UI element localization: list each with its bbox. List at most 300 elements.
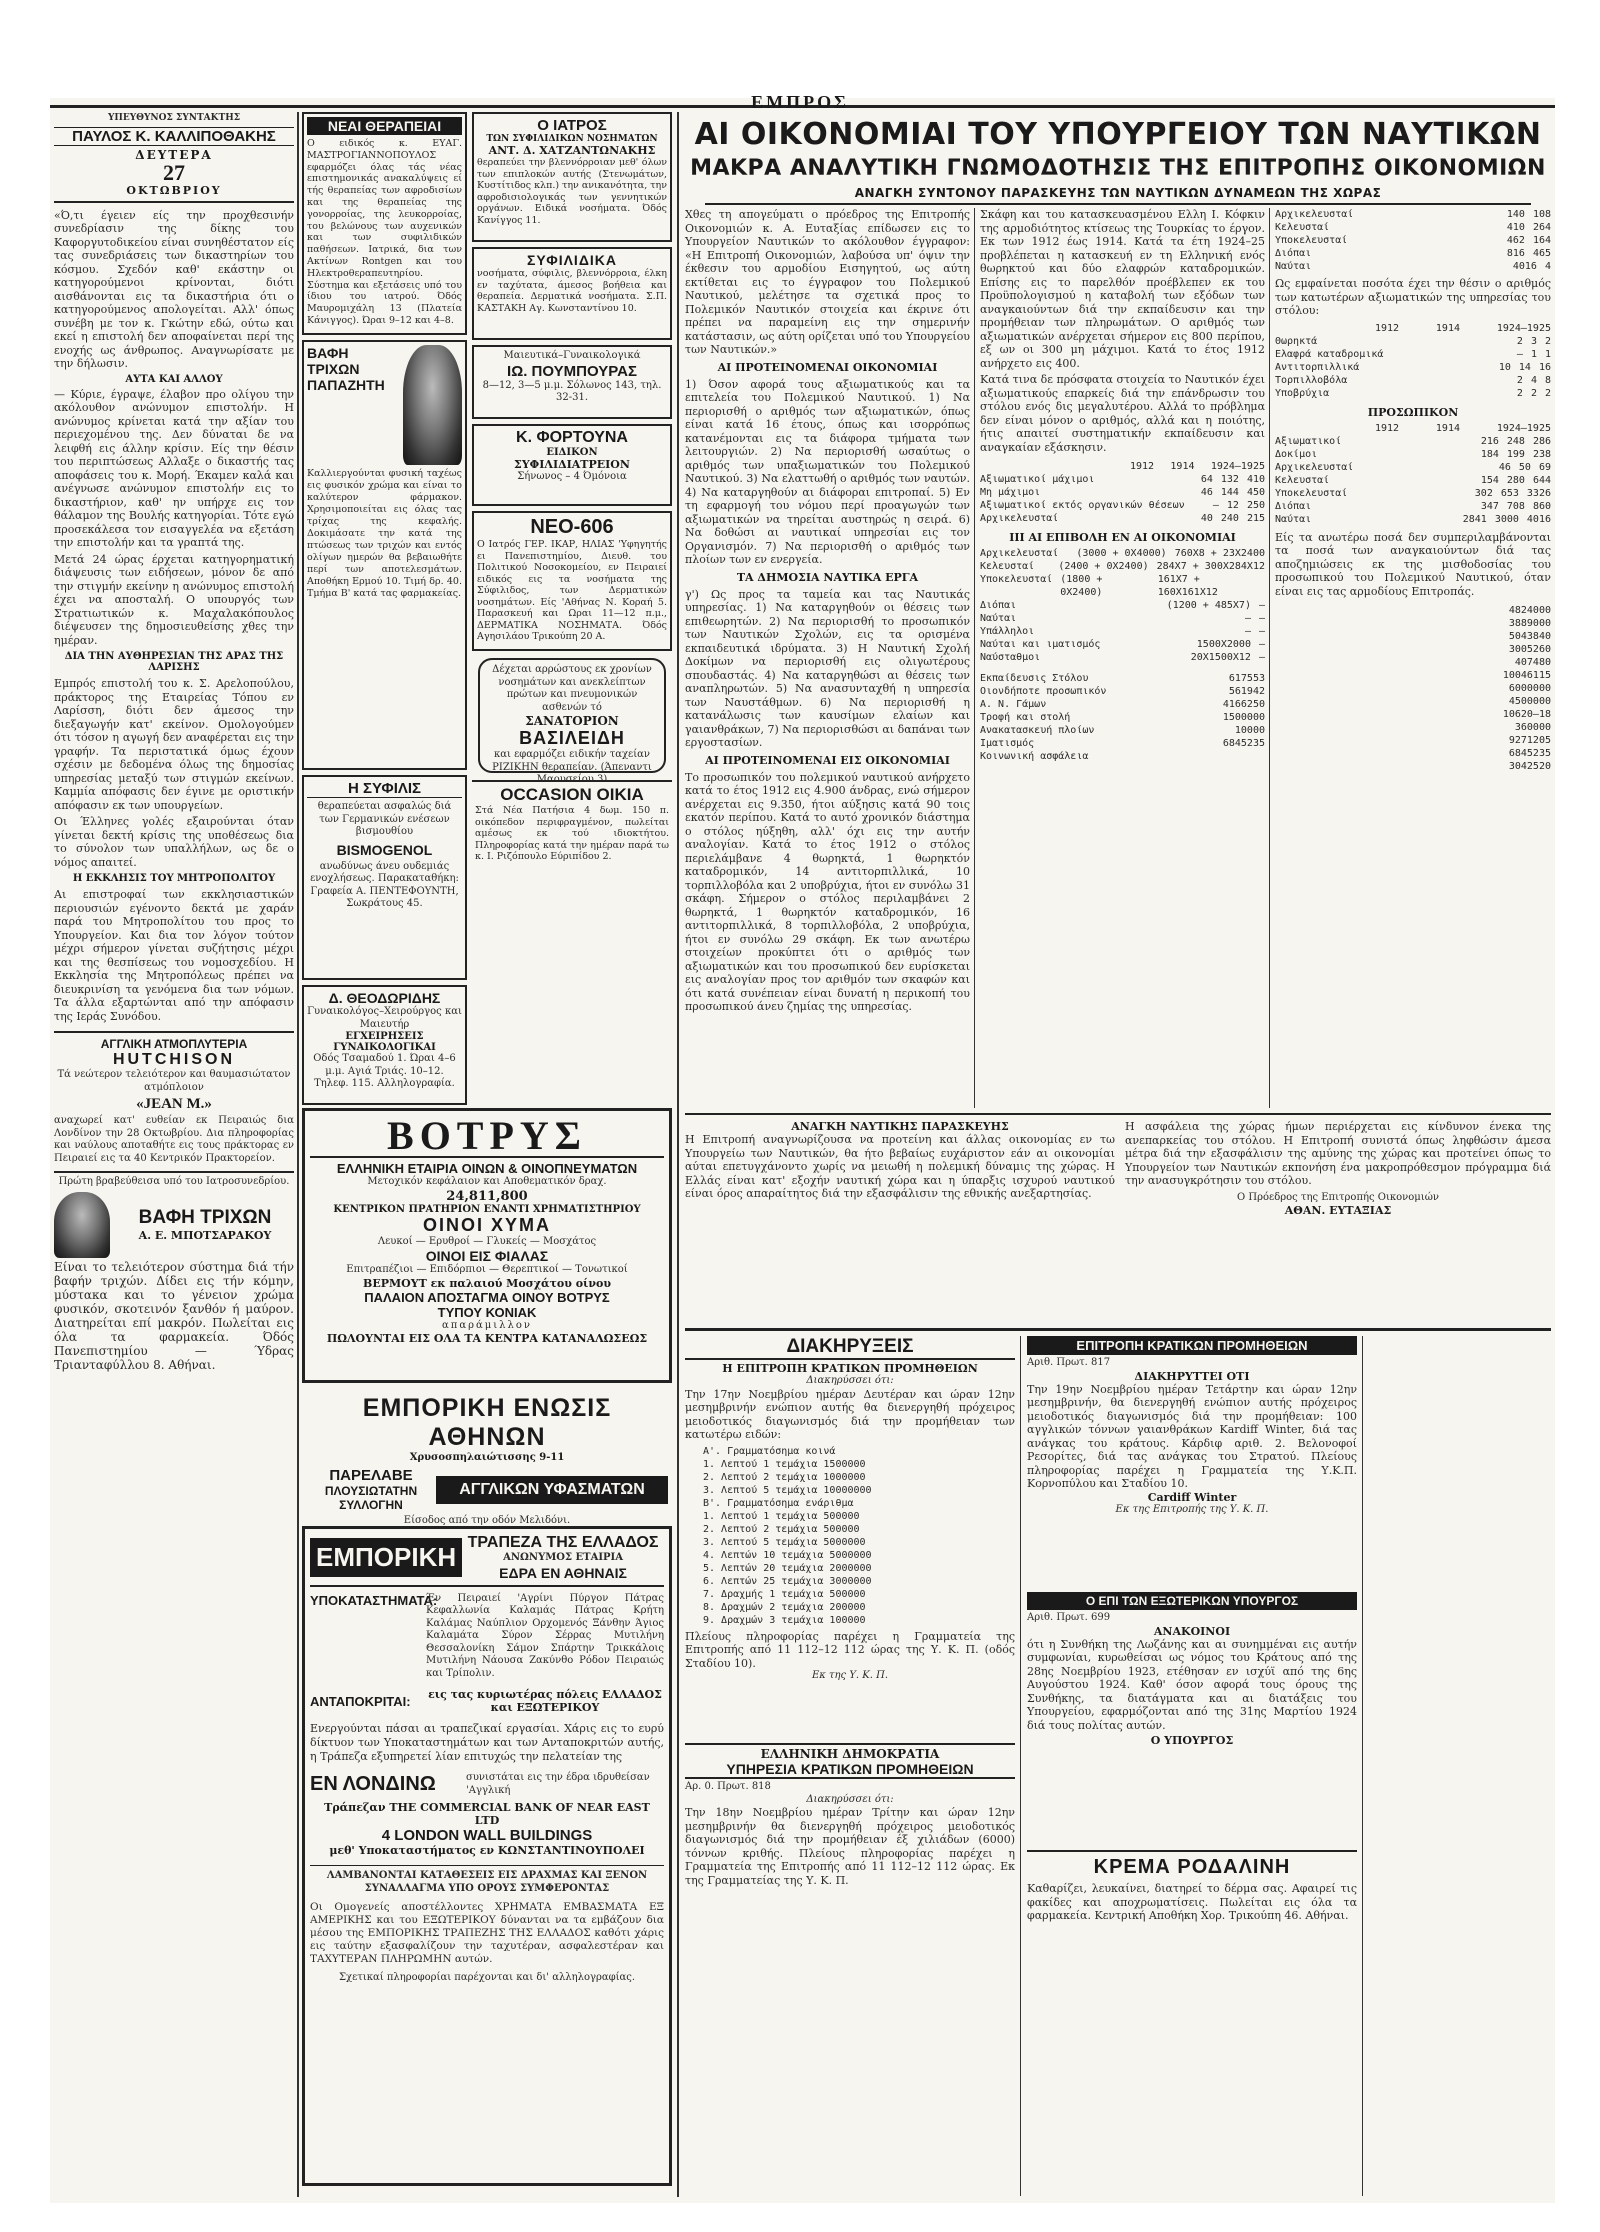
- table-cell: Τορπιλλοβόλα: [1275, 374, 1348, 386]
- sum-value: 3005260: [1508, 644, 1551, 655]
- table-row: [1275, 348, 1551, 361]
- table-cell: Αξιωματικοί μάχιμοι: [980, 474, 1095, 485]
- table-cell: 816: [1506, 248, 1525, 259]
- table-row: [1275, 487, 1551, 500]
- table-cell: Αρχικελευσταί: [1275, 209, 1354, 220]
- list-item: 7. Δραχμής 1 τεμάχια 500000: [703, 1588, 866, 1600]
- table-cell: Ελαφρά καταδρομικά: [1275, 348, 1384, 360]
- table-row: [980, 473, 1265, 486]
- votrys-cognac: ΤΥΠΟΥ ΚΟΝΙΑΚ: [437, 1304, 537, 1320]
- bank-info: Σχετικαί πληροφορίαι παρέχονται και δι' αλληλογραφίας.: [338, 1972, 636, 1983]
- promitheion-sign: Εκ της Επιτροπής της Υ. Κ. Π.: [1115, 1503, 1269, 1515]
- table-cell: 40: [1200, 513, 1213, 524]
- table2-year-3: 1924–1925: [1496, 322, 1551, 334]
- hutchison-ad: [54, 1031, 294, 1165]
- sum-label: Εκπαίδευσις Στόλου: [980, 673, 1089, 684]
- bank-constantinople: μεθ' Υποκαταστήματος εν ΚΩΝΣΤΑΝΤΙΝΟΥΠΟΛΕΙ: [329, 1844, 645, 1857]
- table-cell: 10: [1498, 361, 1511, 373]
- syfilis-text-2: ανωδύνως άνευ ουδεμιάς ενοχλήσεως. Παρακαταθήκη: Γραφεία Α. ΠΕΝΤΕΦΟΥΝΤΗ, Σωκράτους 45.: [310, 860, 459, 909]
- naval-readiness-text: Η Επιτροπή αναγνωρίζουσα να προτείνη και άλλας οικονομίας εν τω Υπουργείω των Ναυτικών, θα ήτο βεβαίως ευχάριστον εάν αι οικονομίαι αύται επετυγχάνοντο χωρίς να μειωθή η πολεμική δύναμις της χώρας. Η Ελλάς είναι κατ' εξοχήν ναυτική χώρα και η ύπαρξις ισχυρού ναυτικού είναι όρος απαραίτητος διά την εξασφάλισιν της εθνικής ανεξαρτησίας.: [685, 1133, 1115, 1200]
- table-cell: 20Χ1500Χ12: [1190, 652, 1251, 663]
- fortouna-sub: ΕΙΔΙΚΟΝ: [546, 447, 598, 458]
- article-col2-para-1: Σκάφη και του κατασκευασμένου Ελλη Ι. Κόφκιν της αρμοδιότητος κτίσεως της Τουρκίας το έργον. Εκ των 1912 έως 1914. Κατά τα έτη 1924–25 προβλέπεται η κατασκευή εν τη Ελληνική ενός θωρηκτού και δύο ελαφρών καταδρομικών. Επίσης εις το παρελθόν προέβλεπεν εκ του Προϋπολογισμού η καταβολή των εξόδων των αναγκαιούντων διά την εκπαίδευσιν και την προμήθειαν των πληρωμάτων. Ο αριθμός των αξιωματικών ανέρχεται σήμερον εις 800 περίπου, εξ ων οι 300 μη μάχιμοι. Κατά το έτος 1912 ανήρχετο εις 400.: [980, 208, 1265, 370]
- table-cell: (3000 + 0Χ4000): [1076, 548, 1167, 559]
- table-cell: Υποκελευσταί: [980, 574, 1053, 585]
- table-cell: Κελευσταί: [1275, 222, 1330, 233]
- table1-year-3: 1924–1925: [1210, 461, 1265, 472]
- sum-value: 617553: [1228, 673, 1265, 684]
- table-cell: Υπάλληλοι: [980, 626, 1035, 637]
- neo606-text: Ο Ιατρός ΓΕΡ. ΙΚΑΡ, ΗΛΙΑΣ 'Υφηγητής ει Πανεπιστημίου, Διευθ. του Πολιτικού Νοσοκομείου, εν Πειραιεί ειδικός εις τα νοσήματα της Σύφιλιδος, των Δερματικών νοσημάτων. Είς 'Αθήνας Ν. Κοραή 5. Παρασκευή και Ωραι 11—12 π.μ., ΔΕΡΜΑΤΙΚΑ ΝΟΣΗΜΑΤΑ. Όδός Αγησιλάου Τρικούπη 20 Α.: [477, 539, 667, 642]
- diakiryxeis-text: Την 17ην Νοεμβρίου ημέραν Δευτέραν και ώραν 12ην μεσημβρινήν ενώπιον αυτής θα διενεργηθή πρόχειρος μειοδοτικός διαγωνισμός διά την προμήθειαν των κατωτέρω ειδών:: [685, 1387, 1015, 1441]
- list-item: Α'. Γραμματόσημα κοινά: [703, 1445, 836, 1457]
- promitheion-notice: [1027, 1336, 1357, 1586]
- bank-branches-label: ΥΠΟΚΑΤΑΣΤΗΜΑΤΑ:: [310, 1592, 438, 1608]
- list-item: Β'. Γραμματόσημα ενάριθμα: [703, 1497, 854, 1509]
- sum-value: 4500000: [1508, 696, 1551, 707]
- article-divider-2: [1269, 208, 1270, 1108]
- krema-title: ΚΡΕΜΑ ΡΟΔΑΛΙΝΗ: [1093, 1856, 1291, 1878]
- table-cell: —: [1258, 613, 1265, 624]
- main-subhead: ΜΑΚΡΑ ΑΝΑΛΥΤΙΚΗ ΓΝΩΜΟΔΟΤΗΣΙΣ ΤΗΣ ΕΠΙΤΡΟΠΗΣ ΟΙΚΟΝΟΜΙΩΝ: [690, 156, 1546, 181]
- bank-type: ΑΝΩΝΥΜΟΣ ΕΤΑΙΡΙΑ: [503, 1552, 623, 1563]
- table-cell: 2: [1516, 387, 1523, 399]
- article-col1-sub-1: ΑΙ ΠΡΟΤΕΙΝΟΜΕΝΑΙ ΟΙΚΟΝΟΜΙΑΙ: [717, 360, 938, 374]
- promitheion-num: Αριθ. Πρωτ. 817: [1027, 1357, 1111, 1368]
- list-item: 6. Λεπτών 25 τεμάχια 3000000: [703, 1575, 872, 1587]
- sum-value: 1500000: [1222, 712, 1265, 723]
- table-cell: 1: [1530, 348, 1537, 360]
- table-row: [1275, 234, 1551, 247]
- sum-value: 360000: [1514, 722, 1551, 733]
- table-cell: 46: [1498, 461, 1511, 473]
- formula-row: [980, 625, 1265, 638]
- table-cell: 250: [1246, 500, 1265, 511]
- table-cell: 140: [1506, 209, 1525, 220]
- votrys-depot: ΚΕΝΤΡΙΚΟΝ ΠΡΑΤΗΡΙΟΝ ΕΝΑΝΤΙ ΧΡΗΜΑΤΙΣΤΗΡΙΟΥ: [333, 1203, 641, 1215]
- fortouna-text: Σήνωνος – 4 Όμόνοια: [517, 471, 627, 482]
- table-row: [980, 499, 1265, 512]
- syfilidika-text: νοσήματα, σύφιλις, βλεννόρροια, έλκη εν ταχύτατα, άμεσος βοήθεια και θεραπεία. Δερματικά νοσήματα. Σ.Π. ΚΑΣΤΑΚΗ Αγ. Κωνσταντίνου 10.: [477, 268, 667, 314]
- table-cell: 3: [1530, 335, 1537, 347]
- table-row: [1275, 260, 1551, 273]
- diakiryxeis-notice: [685, 1336, 1015, 1736]
- table-cell: 450: [1246, 487, 1265, 498]
- ellhniki-notice: [685, 1743, 1015, 2193]
- table-cell: 286: [1532, 435, 1551, 447]
- table-cell: Υποκελευσταί: [1275, 487, 1348, 499]
- table-cell: 144: [1220, 487, 1239, 498]
- table-cell: 164: [1532, 235, 1551, 246]
- syfilidika-title: ΣΥΦΙΛΙΔΙΚΑ: [527, 252, 617, 268]
- votrys-wine-bottled: ΟΙΝΟΙ ΕΙΣ ΦΙΑΛΑΣ: [425, 1248, 549, 1264]
- article-col1-para-1: Χθες τη απογεύματι ο πρόεδρος της Επιτροπής Οικονομιών κ. Α. Ευταξίας επίδωσεν εις το Υπουργείον Ναυτικών το ακόλουθον έγγραφον: «Η Επιτροπή Οικονομιών, λαβούσα υπ' όψιν την έκθεσιν του αρμοδίου Εισηγητού, ως αύτη εκτίθεται εις το έγγραφον του Πολεμικού Ναυτικού, μελέτησε τα σχετικά προς το Πολεμικόν Ναυτικόν στοιχεία και έκρινε ότι πρέπει να παραμείνη εις την σημερινήν κατάστασιν, ως αύτη ορίζεται υπό του Υπουργείου των Ναυτικών.»: [685, 208, 970, 356]
- issue-month: ΟΚΤΩΒΡΙΟΥ: [54, 184, 294, 203]
- votrys-capital-amount: 24,811,800: [446, 1188, 528, 1204]
- bank-operations: Ενεργούνται πάσαι αι τραπεζικαί εργασίαι. Χάρις εις το ευρύ δίκτυον των Υποκαταστημάτων και των Ανταποκριτών αυτής, η Τράπεζα εξυπηρετεί λίαν επιτυχώς την πελατείαν της: [310, 1722, 664, 1763]
- syfilis-brand: BISMOGENOL: [336, 841, 433, 858]
- table-row: [1275, 500, 1551, 513]
- sanatorion-intro: Δέχεται αρρώστους εκ χρονίων νοσημάτων και ανεκλείπτων πρώτων και πνευμονικών ασθενών τό: [492, 664, 652, 713]
- sum-label: Οιονδήποτε προσωπικόν: [980, 686, 1107, 697]
- table-cell: Αξιωματικοί: [1275, 435, 1342, 447]
- sum-label: Α. Ν. Γάμων: [980, 699, 1047, 710]
- article-col3-table-2: [1275, 422, 1551, 526]
- table-cell: 465: [1532, 248, 1551, 259]
- table-cell: Αρχικελευσταί: [980, 513, 1059, 524]
- table-cell: Αντιτορπιλλικά: [1275, 361, 1360, 373]
- sum-value: 10000: [1234, 725, 1265, 736]
- table-row: [1275, 435, 1551, 448]
- table-cell: 14: [1518, 361, 1531, 373]
- notices-divider-2: [1362, 1336, 1363, 2196]
- bank-london-label: ΕΝ ΛΟΝΔΙΝΩ: [310, 1773, 436, 1795]
- table-cell: Ναύται: [980, 613, 1017, 624]
- poumpouras-ad: [472, 345, 672, 419]
- sum-label: Κοινωνική ασφάλεια: [980, 751, 1089, 762]
- sum-value: 10046115: [1502, 670, 1551, 681]
- botsarakou-ad: [54, 1171, 294, 1372]
- table-row: [1275, 448, 1551, 461]
- article-col3-sub-1: ΠΡΟΣΩΠΙΚΟΝ: [1367, 405, 1459, 419]
- table-row: [1275, 361, 1551, 374]
- enosis-line-1: ΠΑΡΕΛΑΒΕ: [329, 1467, 413, 1484]
- sum-value: 6845235: [1222, 738, 1265, 749]
- votrys-capital: Μετοχικόν κεφάλαιον και Αποθεματικόν δραχ.: [367, 1176, 607, 1187]
- table-cell: Θωρηκτά: [1275, 335, 1318, 347]
- diakiryxeis-sign: Εκ της Υ. Κ. Π.: [811, 1670, 889, 1681]
- paper-name: ΕΜΠΡΟΣ: [751, 92, 849, 112]
- list-item: 2. Λεπτού 2 τεμάχια 1000000: [703, 1471, 866, 1483]
- table-cell: 708: [1506, 500, 1525, 512]
- enosis-title: ΕΜΠΟΡΙΚΗ ΕΝΩΣΙΣ ΑΘΗΝΩΝ: [362, 1394, 612, 1451]
- enosis-line-2: ΠΛΟΥΣΙΩΤΑΤΗΝ ΣΥΛΛΟΓΗΝ: [324, 1484, 418, 1512]
- theodoridis-ad: [302, 985, 467, 1105]
- table-cell: 2: [1544, 387, 1551, 399]
- article-column-3: [1275, 208, 1551, 1108]
- list-item: 3. Λεπτού 5 τεμάχια 5000000: [703, 1536, 866, 1548]
- table-cell: 644: [1532, 474, 1551, 486]
- table-cell: Ναύται: [1275, 261, 1312, 272]
- papazisi-ad: [302, 340, 467, 770]
- exoterikon-sign: Ο ΥΠΟΥΡΓΟΣ: [1150, 1734, 1234, 1747]
- table-cell: 4: [1530, 374, 1537, 386]
- syfilis-ad: [302, 775, 467, 980]
- sum-value: 9271205: [1508, 735, 1551, 746]
- table-cell: Κελευσταί: [1275, 474, 1330, 486]
- table2-year-2: 1914: [1435, 322, 1460, 334]
- table2-year-1: 1912: [1375, 322, 1400, 334]
- issue-day: 27: [163, 159, 185, 185]
- editor-name: ΠΑΥΛΟΣ Κ. ΚΑΛΛΙΠΟΘΑΚΗΣ: [54, 127, 294, 146]
- table-cell: 69: [1538, 461, 1551, 473]
- botsarakou-maker: Α. Ε. ΜΠΟΤΣΑΡΑΚΟΥ: [138, 1229, 272, 1242]
- table-cell: Διόπαι: [980, 600, 1017, 611]
- table-cell: 410: [1506, 222, 1525, 233]
- table-cell: Αρχικελευσταί: [980, 548, 1059, 559]
- exoterikon-num: Αριθ. Πρωτ. 699: [1027, 1612, 1111, 1623]
- bank-brand: ΕΜΠΟΡΙΚΗ: [310, 1538, 462, 1577]
- exoterikon-sub: ΑΝΑΚΟΙΝΟΙ: [1153, 1624, 1231, 1638]
- list-item: 4. Λεπτών 10 τεμάχια 5000000: [703, 1549, 872, 1561]
- left-para-5: Οι Έλληνες γολές εξαιρούνται όταν γίνεται δεκτή κρίσις της υποθέσεως δια το σύνολον των υπαλλήλων, ως δε ο νόμος απαιτεί.: [54, 815, 294, 869]
- article-col2-table-1: [980, 460, 1265, 525]
- table-cell: —: [1258, 626, 1265, 637]
- table-cell: 16: [1538, 361, 1551, 373]
- votrys-brand: ΒΟΤΡΥΣ: [310, 1116, 664, 1158]
- table-cell: 284Χ7 + 300Χ284Χ12: [1156, 561, 1265, 572]
- article-divider-1: [974, 208, 975, 1108]
- article-column-2: [980, 208, 1265, 1108]
- diakiryxeis-intro: Διακηρύσσει ότι:: [806, 1375, 894, 1386]
- table-row: [980, 486, 1265, 499]
- sum-value: 5043840: [1508, 631, 1551, 642]
- table-cell: 3000: [1494, 513, 1519, 525]
- table-row: [1275, 474, 1551, 487]
- votrys-wine-types: Λευκοί — Ερυθροί — Γλυκείς — Μοσχάτος: [377, 1235, 597, 1247]
- table-row: [1275, 208, 1551, 221]
- table-row: [980, 512, 1265, 525]
- bank-deposits: ΛΑΜΒΑΝΟΝΤΑΙ ΚΑΤΑΘΕΣΕΙΣ ΕΙΣ ΔΡΑΧΜΑΣ ΚΑΙ ΞΕΝΟΝ ΣΥΝΑΛΛΑΓΜΑ ΥΠΟ ΟΡΟΥΣ ΣΥΜΦΕΡΟΝΤΑΣ: [310, 1865, 664, 1895]
- table-cell: 1: [1544, 348, 1551, 360]
- ellhniki-sub: ΥΠΗΡΕΣΙΑ ΚΡΑΤΙΚΩΝ ΠΡΟΜΗΘΕΙΩΝ: [685, 1761, 1015, 1779]
- table-cell: 653: [1500, 487, 1519, 499]
- newspaper-page: [50, 92, 1555, 2203]
- nea-therapeia-text: Ο ειδικός κ. ΕΥΑΓ. ΜΑΣΤΡΟΓΙΑΝΝΟΠΟΥΛΟΣ εφαρμόζει όλας τάς νέας επιστημονικάς ανακαλύψεις εί τής θεραπείας των αφροδισίων και της θεραπείας της γονορροίας, της λευκορροίας, του βελώνους των αυχενικών και των συφιλιδικών παθήσεων. Ιατρικά, δια των Ακτίνων Rontgen και του Ηλεκτροθεραπευτηρίου. Σύστημα και εξετάσεις υπό του ίδιου του ιατρού. Όδός Μαυρομιχάλη 13 (Πλατεία Κάνιγγος). Ώραι 9–12 και 4–8.: [307, 138, 462, 326]
- table-cell: —: [1258, 652, 1265, 663]
- left-column: [54, 112, 294, 2197]
- theodoridis-sub-2: ΕΓΧΕΙΡΗΣΕΙΣ ΓΥΝΑΙΚΟΛΟΓΙΚΑΙ: [333, 1031, 436, 1053]
- iatros-title: Ο ΙΑΤΡΟΣ: [537, 117, 607, 134]
- sum-value: 3042520: [1508, 761, 1551, 772]
- promitheion-brand: Cardiff Winter: [1147, 1490, 1237, 1504]
- table-cell: 347: [1480, 500, 1499, 512]
- enosis-entrance: Είσοδος από την οδόν Μελιδόνι.: [403, 1515, 571, 1526]
- sum-value: 6845235: [1508, 748, 1551, 759]
- table-cell: 8: [1544, 374, 1551, 386]
- enosis-address: Χρυσοσπηλαιώτισσης 9-11: [409, 1452, 565, 1463]
- table-cell: 216: [1480, 435, 1499, 447]
- signature-role: Ο Πρόεδρος της Επιτροπής Οικονομιών: [1237, 1191, 1439, 1203]
- occasion-text: Στά Νέα Πατήσια 4 δωμ. 150 π. οικόπεδον περιφραγμένον, πωλείται αμέσως εκ τού ιδιοκτήτου. Πληροφορίας κατά την ημέραν παρά τω κ. Ι. Ριζόπουλο Εύριπίδου 2.: [475, 805, 669, 862]
- sum-value: 4166250: [1222, 699, 1265, 710]
- poumpouras-title: ΙΩ. ΠΟΥΜΠΟΥΡΑΣ: [507, 362, 637, 380]
- article-col3-table-1: [1275, 322, 1551, 400]
- table3-year-3: 1924–1925: [1496, 422, 1551, 434]
- table-cell: Διόπαι: [1275, 500, 1312, 512]
- sum-value: 4824000: [1508, 605, 1551, 616]
- table-cell: 132: [1220, 474, 1239, 485]
- neo606-ad: [472, 511, 672, 651]
- table-row: [1275, 513, 1551, 526]
- bank-address: 4 LONDON WALL BUILDINGS: [381, 1827, 593, 1844]
- article-col1-sub-3: ΑΙ ΠΡΟΤΕΙΝΟΜΕΝΑΙ ΕΙΣ ΟΙΚΟΝΟΜΙΑΙ: [705, 753, 950, 767]
- table-cell: 760Χ8 + 23Χ2400: [1174, 548, 1265, 559]
- emporiki-bank-ad: [302, 1526, 672, 2186]
- table1-year-2: 1914: [1170, 461, 1195, 472]
- table-cell: 108: [1532, 209, 1551, 220]
- table-cell: Ναύται: [1275, 513, 1312, 525]
- syfilis-title: Η ΣΥΦΙΛΙΣ: [307, 780, 462, 798]
- table1-year-1: 1912: [1130, 461, 1155, 472]
- bank-correspondents-text: εις τας κυριωτέρας πόλεις ΕΛΛΑΔΟΣ και ΕΞΩΤΕΡΙΚΟΥ: [428, 1688, 662, 1714]
- votrys-wine-list: Επιτραπέζιοι — Επιδόρπιοι — Θερεπτικοί — Τονωτικοί: [346, 1264, 628, 1275]
- sum-value: 407480: [1514, 657, 1551, 668]
- article-col2-formulas: [980, 547, 1265, 664]
- table-cell: Αξιωματικοί εκτός οργανικών θέσεων: [980, 500, 1185, 511]
- article-col2-sums: [980, 672, 1265, 763]
- formula-row: [980, 651, 1265, 664]
- table-cell: (1800 + 0Χ2400): [1060, 574, 1103, 598]
- sum-label: Τροφή και στολή: [980, 712, 1071, 723]
- table-cell: 264: [1532, 222, 1551, 233]
- botsarakou-title: ΒΑΦΗ ΤΡΙΧΩΝ: [138, 1207, 272, 1228]
- article-column-1: [685, 208, 970, 1108]
- table-cell: 2: [1544, 335, 1551, 347]
- nea-therapeia-title: ΝΕΑΙ ΘΕΡΑΠΕΙΑΙ: [307, 117, 462, 135]
- sum-value: 10620—18: [1502, 709, 1551, 720]
- article-lower-left: [685, 1120, 1115, 1320]
- table-cell: 302: [1474, 487, 1493, 499]
- table-cell: Ναύται και ιματισμός: [980, 639, 1101, 650]
- list-item: 5. Λεπτών 20 τεμάχια 2000000: [703, 1562, 872, 1574]
- theodoridis-text: Οδός Τσαμαδού 1. Ώραι 4–6 μ.μ. Αγιά Τριάς. 10–12. Τηλεφ. 115. Αλληλογραφία.: [313, 1053, 456, 1089]
- issue-weekday: ΔΕΥΤΕΡΑ: [135, 147, 213, 162]
- left-para-3: Μετά 24 ώρας έρχεται κατηγορηματική διάψευσις των ειδήσεων, μόνον δε από την στιγμήν εκείνην η ανώνυμος επιστολή έχει να αποσταλή. Ο υπουργός των Στρατιωτικών κ. Μαχαλακόπουλος διέψευσεν της δημοσιευθείσης χθες την ημέραν.: [54, 552, 294, 647]
- fortouna-title: Κ. ΦΟΡΤΟΥΝΑ: [516, 429, 628, 446]
- table-row: [1275, 461, 1551, 474]
- table-cell: 410: [1246, 474, 1265, 485]
- list-item: 1. Λεπτού 1 τεμάχια 500000: [703, 1510, 860, 1522]
- article-col1-para-3: γ') Ως προς τα ταμεία και τας Ναυτικάς υπηρεσίας. 1) Να καταργηθούν οι θέσεις των επιθεωρητών. 2) Να περιορισθή το προσωπικόν των Ναυτικών Σχολών, εις τα ορισμένα εκπαιδευτικά ιδρύματα. 3) Η Ναυτική Σχολή Δοκίμων να περιορισθή εις ολιγωτέρους σπουδαστάς. 4) Να καταργηθώσι αι θέσεις των αναπληρωτών. 5) Να ανασυνταχθή η υπηρεσία των Ναυστάθμων. 6) Να περιορισθή η κατανάλωσις των καυσίμων ελαίων και γαιανθράκων, 7) Να περιορισθώσι αι δαπάναι των εργοστασίων.: [685, 587, 970, 749]
- papazisi-maker: ΠΑΠΑΖΗΤΗ: [307, 377, 385, 393]
- main-headline: ΑΙ ΟΙΚΟΝΟΜΙΑΙ ΤΟΥ ΥΠΟΥΡΓΕΙΟΥ ΤΩΝ ΝΑΥΤΙΚΩΝ: [694, 117, 1542, 152]
- notices-top-rule: [685, 1328, 1551, 1331]
- table3-year-2: 1914: [1435, 422, 1460, 434]
- hutchison-title: ΑΓΓΛΙΚΗ ΑΤΜΟΠΛΥΤΕΡΙΑ: [100, 1037, 248, 1051]
- syfilis-text: θεραπεύεται ασφαλώς διά των Γερμανικών ενέσεων βισμουθίου: [317, 801, 452, 837]
- table-cell: —: [1244, 626, 1251, 637]
- bank-remittance: Οι Ομογενείς αποστέλλοντες ΧΡΗΜΑΤΑ ΕΜΒΑΣΜΑΤΑ ΕΞ ΑΜΕΡΙΚΗΣ και του ΕΞΩΤΕΡΙΚΟΥ δύνανται να τα εμβάζουν δια μέσου της ΕΜΠΟΡΙΚΗΣ ΤΡΑΠΕΖΗΣ ΤΗΣ ΕΛΛΑΔΟΣ καθότι χάρις εις ταύτην εξασφαλίζουν την ταχυτέραν, ασφαλεστέραν και ΤΑΧΥΤΕΡΑΝ ΠΛΗΡΩΜΗΝ αυτών.: [310, 1901, 664, 1965]
- bank-correspondents-label: ΑΝΤΑΠΟΚΡΙΤΑΙ:: [310, 1693, 411, 1709]
- notices-divider: [1020, 1336, 1021, 2196]
- article-col1-para-4: Το προσωπικόν του πολεμικού ναυτικού ανήρχετο κατά το έτος 1912 εις 4.900 άνδρας, ενώ σήμερον ανέρχεται εις 9.350, ήτοι αύξησις κατά 90 τοις εκατόν περίπου. Κατά το αυτό χρονικόν διάστημα ο στόλος ηύξηθη, αλλ' όχι εις την αυτήν αναλογίαν. Κατά το έτος 1912 ο στόλος περιελάμβανε 4 θωρηκτά, 1 θωρηκτόν καταδρομικόν, 14 αντιτορπιλλικά, 10 τορπιλλοβόλα και 2 υποβρύχια, ήτοι εν συνόλω 31 σκάφη. Σήμερον ο στόλος περιλαμβάνει 2 θωρηκτά, 1 θωρηκτόν καταδρομικόν, 16 αντιτορπιλλικά, 8 τορπιλλοβόλα, 2 υποβρύχια, ήτοι εν συνόλω 29 σκάφη. Εκ των ανωτέρω στοιχείων προκύπτει ότι ο αριθμός των αξιωματικών και του προσωπικού δεν ευρίσκεται εις αναλογίαν προς τον αριθμόν των σκαφών και ότι κατά συνέπειαν είναι δυνατή η περικοπή του προσωπικού άνευ ζημίας της υπηρεσίας.: [685, 770, 970, 1013]
- sum-label: Ιματισμός: [980, 738, 1035, 749]
- editor-label: ΥΠΕΥΘΥΝΟΣ ΣΥΝΤΑΚΤΗΣ: [107, 113, 241, 123]
- table-cell: 184: [1480, 448, 1499, 460]
- occasion-title: OCCASION ΟΙΚΙΑ: [500, 785, 644, 804]
- fortouna-ad: [472, 424, 672, 506]
- sanatorion-text: και εφαρμόζει ειδικήν ταχείαν ΡΙΖΙΚΗΝ θεραπείαν. (Άπεναντι: [492, 749, 652, 773]
- article-col3-para-1: Ως εμφαίνεται ποσότα έχει την θέσιν ο αριθμός των κατωτέρων αξιωματικών της υπηρεσίας του στόλου:: [1275, 277, 1551, 317]
- nea-therapeia-ad: [302, 112, 467, 335]
- table-cell: 2: [1530, 387, 1537, 399]
- naval-conclusion-text: Η ασφάλεια της χώρας ήμων περιέρχεται εις κίνδυνον ένεκα της ανεπαρκείας του στόλου. Η Επιτροπή συνιστά όπως ληφθώσιν άμεσα μέτρα διά την εξασφάλισιν της αμύνης της χώρας και προτείνει όπως το Υπουργείον των Ναυτικών εκπονήση ένα μακροπρόθεσμον πρόγραμμα διά την ανασυγκρότησιν του στόλου.: [1125, 1120, 1551, 1187]
- diakiryxeis-end: Πλείους πληροφορίας παρέχει η Γραμματεία της Επιτροπής από 11 112–12 112 ώρας της Υ. Κ. Π. (οδός Σταδίου 10).: [685, 1629, 1015, 1670]
- promitheion-text: Την 19ην Νοεμβρίου ημέραν Τετάρτην και ώραν 12ην μεσημβρινήν, θα διενεργηθή ενώπιον αυτής πρόχειρος μειοδοτικός διαγωνισμός διά την προμήθειαν: 100 αγγλικών τόννων γαιανθράκων Κardiff Winter, διά τας ανάγκας του κράτους. Κάρδιφ αριθ. 2. Βελονοφοί Ρεσορίτες, διά τας ανάγκας του Στρατού. Πλείους πληροφορίας παρέχει η Γραμματεία της Υ.Κ.Π. Κορνοπύλου και Σταδίου 10.: [1027, 1382, 1357, 1490]
- article-col1-sub-2: ΤΑ ΔΗΜΟΣΙΑ ΝΑΥΤΙΚΑ ΕΡΓΑ: [736, 570, 919, 584]
- formula-row: [980, 573, 1265, 599]
- votrys-company: ΕΛΛΗΝΙΚΗ ΕΤΑΙΡΙΑ ΟΙΝΩΝ & ΟΙΝΟΠΝΕΥΜΑΤΩΝ: [336, 1161, 638, 1176]
- table-cell: 2: [1516, 335, 1523, 347]
- woman-portrait-image: [54, 1192, 110, 1258]
- formula-row: [980, 638, 1265, 651]
- table-cell: —: [1244, 613, 1251, 624]
- table-cell: 12: [1226, 500, 1239, 511]
- table-cell: —: [1258, 639, 1265, 650]
- table-cell: 46: [1200, 487, 1213, 498]
- table-cell: 240: [1220, 513, 1239, 524]
- table-row: [1275, 387, 1551, 400]
- diakiryxeis-sub: Η ΕΠΙΤΡΟΠΗ ΚΡΑΤΙΚΩΝ ΠΡΟΜΗΘΕΙΩΝ: [722, 1362, 978, 1375]
- article-col2-sub-1: ΙΙΙ ΑΙ ΕΠΙΒΟΛΗ ΕΝ ΑΙ ΟΙΚΟΝΟΜΙΑΙ: [1009, 531, 1236, 544]
- poumpouras-sub: Μαιευτικά–Γυναικολογικά: [503, 350, 641, 361]
- ellhniki-intro: Διακηρύσσει ότι:: [806, 1793, 894, 1805]
- theodoridis-title: Δ. ΘΕΟΔΩΡΙΔΗΣ: [328, 990, 441, 1006]
- table-cell: (2400 + 0Χ2400): [1058, 561, 1149, 572]
- iatros-ad: [472, 112, 672, 242]
- table-cell: 50: [1518, 461, 1531, 473]
- table-cell: 154: [1480, 474, 1499, 486]
- table-cell: 4016: [1526, 513, 1551, 525]
- table-cell: Υποκελευσταί: [1275, 235, 1348, 246]
- sanatorion-name: ΒΑΣΙΛΕΙΔΗ: [519, 728, 625, 748]
- papazisi-text: Καλλιεργούνται φυσική ταχέως εις φυσικόν χρώμα και είναι το καλύτερον φάρμακον. Χρησιμοποιείται εις όλας τας τρίχας της κεφαλής. Δοκιμάσατε την κατά της πτώσεως των τριχών και εντός ολίγων ημερών θα βεβαιωθήτε περί των αποτελεσμάτων. Αποθήκη Ερμού 10. Τιμή δρ. 40. Τμήμα Β' κατά τας φαρμακείας.: [307, 468, 462, 599]
- left-para-1: «Ό,τι έγειεν είς την προχθεσινήν συνεδρίασιν της δίκης του Καφοργυτοδικείου είναι συνηθέστατον είς τας συνεδριάσεις των δικαστηρίων του κόσμου. Σχεδόν καθ' εκάστην οι κατηγορούμενοι κρίνονται, διότι αισθάνονται εις τα δικαστήρια ότι ο κατηγορούμενος απολογείται. Αλλ' όπως συνέβη με τον κ. Γκώτην εδώ, ούτω και εκεί η επιστολή δεν αποφαίνεται περί της ενοχής ως άνθρωπος. Αναγνωρίσατε με την δήλωσιν.: [54, 208, 294, 370]
- syfilidika-ad: [472, 247, 672, 340]
- exoterikon-title: Ο ΕΠΙ ΤΩΝ ΕΞΩΤΕΡΙΚΩΝ ΥΠΟΥΡΓΟΣ: [1027, 1592, 1357, 1610]
- promitheion-sub: ΔΙΑΚΗΡΥΤΤΕΙ ΟΤΙ: [1134, 1369, 1250, 1383]
- article-col3-sums: [1275, 604, 1551, 773]
- table-cell: 2: [1516, 374, 1523, 386]
- sum-value: 6000000: [1508, 683, 1551, 694]
- sum-value: 3889000: [1508, 618, 1551, 629]
- poumpouras-text: 8—12, 3—5 μ.μ. Σόλωνος 143, τηλ. 32-31.: [482, 379, 662, 403]
- naval-readiness-title: ΑΝΑΓΚΗ ΝΑΥΤΙΚΗΣ ΠΑΡΑΣΚΕΥΗΣ: [791, 1120, 1009, 1133]
- bank-branches-text: Έν Πειραιεί 'Αγρίνι Πύργον Πάτρας Κεφαλλωνία Καλαμάς Πάτρας Κρήτη Καλάμας Ναύπλιον Ορχομενός Ξάνθην Άγιος Καλαμάτα Σύρον Σέρρας Μυτιλήνη Θεσσαλονίκη Σάμον Σπάρτην Τρικκάλοις Μυτιλήνη Νάουσα Ζακύνθο Ρόδον Πειραιώς και Τρίπολιν.: [426, 1592, 664, 1679]
- article-col2-para-2: Κατά τινα δε πρόσφατα στοιχεία το Ναυτικόν έχει αξιωματικούς επαρκείς διά την επάνδρωσιν του στόλου ενός δις μεγαλυτέρου. Αλλά το πρόβλημα δεν είναι μόνον ο αριθμός, αλλά και η ποιότης, ήτις απαιτεί συστηματικήν εκπαίδευσιν και αναγκαίαν εξάσκησιν.: [980, 373, 1265, 454]
- left-subhead-3: Η ΕΚΚΛΗΣΙΣ ΤΟΥ ΜΗΤΡΟΠΟΛΙΤΟΥ: [72, 873, 276, 884]
- table-row: [1275, 247, 1551, 260]
- list-item: 9. Δραχμών 3 τεμάχια 100000: [703, 1614, 866, 1626]
- bank-commercial: Τράπεζαν THE COMMERCIAL BANK OF NEAR EAST LTD: [324, 1801, 650, 1827]
- botsarakou-text: Είναι το τελειότερον σύστημα διά τήν βαφήν τριχών. Δίδει εις τήν κόμην, μύστακα και το γένειον χρώμα φυσικόν, σκοτεινόν ξανθόν ή μαύρον. Διατηρείται επί μακρόν. Πωλείται εις όλα τα φαρμακεία. Όδός Πανεπιστημίου — Ύδρας Τριανταφύλλου 8. Αθήναι.: [54, 1259, 294, 1372]
- occasion-ad: [472, 780, 672, 870]
- table-cell: 462: [1506, 235, 1525, 246]
- table-cell: 199: [1506, 448, 1525, 460]
- table-cell: —: [1212, 500, 1219, 511]
- table-cell: 64: [1200, 474, 1213, 485]
- ellhniki-title: ΕΛΛΗΝΙΚΗ ΔΗΜΟΚΡΑΤΙΑ: [685, 1743, 1015, 1761]
- left-subhead-1: ΑΥΤΑ ΚΑΙ ΑΛΛΟΥ: [125, 373, 223, 385]
- ellhniki-num: Αρ. 0. Πρωτ. 818: [685, 1781, 771, 1792]
- table-cell: 248: [1506, 435, 1525, 447]
- sum-value: 561942: [1228, 686, 1265, 697]
- iatros-name: ΑΝΤ. Δ. ΧΑΤΖΑΝΤΩΝΑΚΗΣ: [488, 144, 656, 157]
- left-subhead-2: ΔΙΑ ΤΗΝ ΑΥΘΗΡΕΣΙΑΝ ΤΗΣ ΑΡΑΣ ΤΗΣ ΛΑΡΙΣΗΣ: [64, 651, 284, 673]
- formula-row: [980, 612, 1265, 625]
- article-col3-para-2: Είς τα ανωτέρω ποσά δεν συμπεριλαμβάνονται τα ποσά των αναγκαιούντων διά τας αποζημιώσεις εκ της μισθοδοσίας του προσωπικού του Πολεμικού Ναυτικού, όταν είναι εις τας αρμοδίους Επιτροπάς.: [1275, 530, 1551, 598]
- krema-ad: [1027, 1850, 1357, 2190]
- exoterikon-text: ότι η Συνθήκη της Λωζάνης και αι συνημμέναι εις αυτήν συμφωνίαι, κυρωθείσαι ως νόμος του Κράτους από της 28ης Νοεμβρίου 1923, ετέθησαν εν ισχύϊ από της 6ης Αυγούστου 1924. Καθ' όσον αφορά τους όρους της Συνθήκης, τα διατάγματα και αι διατάξεις του Υπουργείου, εφαρμόζονται από της 31ης Μαρτίου 1924 διά τους πολίτας αυτών.: [1027, 1637, 1357, 1732]
- article-lower-rule: [685, 1113, 1551, 1115]
- bank-london-text: συνιστάται εις την έδρα ιδρυθείσαν 'Αγγλική: [466, 1772, 650, 1796]
- main-subhead-2: ΑΝΑΓΚΗ ΣΥΝΤΟΝΟΥ ΠΑΡΑΣΚΕΥΗΣ ΤΩΝ ΝΑΥΤΙΚΩΝ ΔΥΝΑΜΕΩΝ ΤΗΣ ΧΩΡΑΣ: [705, 186, 1531, 205]
- sanatorion-title: ΣΑΝΑΤΟΡΙΟΝ: [525, 714, 619, 728]
- list-item: 1. Λεπτού 1 τεμάχια 1500000: [703, 1458, 866, 1470]
- jeanm-text: αναχωρεί κατ' ευθείαν εκ Πειραιώς δια Λονδίνον την 28 Οκτωβρίου. Δια πληροφορίας και ναύλους αποταθήτε εις τους πράκτορας εν Πειραιεί εις τα 40 Κεντρικόν Πρακτορείον.: [54, 1115, 294, 1164]
- table-cell: —: [1258, 600, 1265, 611]
